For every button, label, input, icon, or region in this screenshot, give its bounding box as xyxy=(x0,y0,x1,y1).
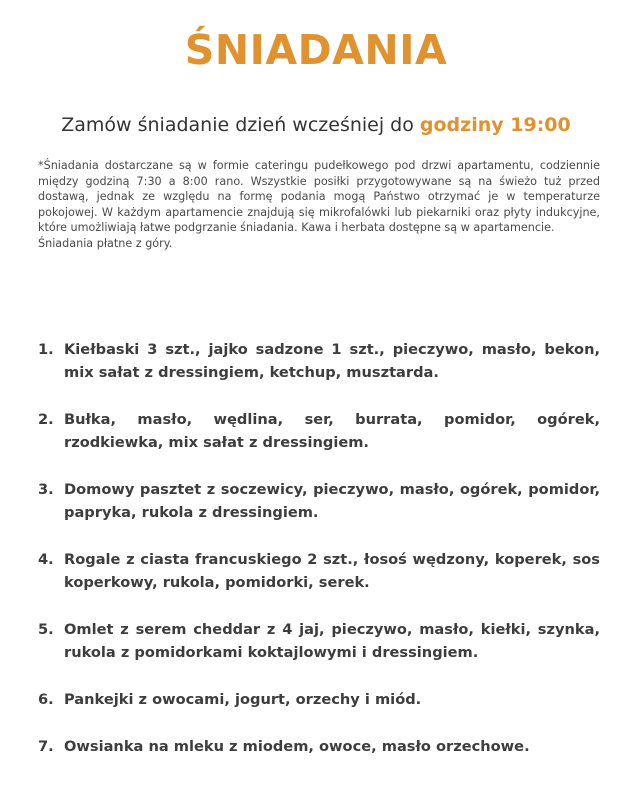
deadline-highlight: godziny 19:00 xyxy=(419,114,571,136)
menu-item-number: 7. xyxy=(38,738,54,755)
menu-item-text: Owsianka na mleku z miodem, owoce, masło orzechowe. xyxy=(64,738,530,755)
menu-item-text: Pankejki z owocami, jogurt, orzechy i miód. xyxy=(64,691,422,708)
menu-item xyxy=(38,338,600,384)
menu-item-number: 4. xyxy=(38,551,54,568)
menu-item xyxy=(38,408,600,454)
menu-item-number: 1. xyxy=(38,341,54,358)
menu-item xyxy=(38,735,600,758)
menu-item-text: Kiełbaski 3 szt., jajko sadzone 1 szt., pieczywo, masło, bekon, mix sałat z dressingiem, ketchup, musztarda. xyxy=(64,341,600,381)
menu-item-number: 2. xyxy=(38,411,54,428)
menu-item-number: 5. xyxy=(38,621,54,638)
page-title: ŚNIADANIA xyxy=(184,26,448,74)
delivery-note xyxy=(38,158,600,252)
menu-item xyxy=(38,688,600,711)
menu-item-text: Domowy pasztet z soczewicy, pieczywo, masło, ogórek, pomidor, papryka, rukola z dressingiem. xyxy=(64,481,600,521)
delivery-note-text: *Śniadania dostarczane są w formie cateringu pudełkowego pod drzwi apartamentu, codziennie między godziną 7:30 a 8:00 rano. Wszystkie posiłki przygotowywane są na świeżo tuż przed dostawą, jednak ze względu na formę podania mogą Państwo otrzymać je w temperaturze pokojowej. W każdym apartamencie znajdują się mikrofalówki lub piekarniki oraz płyty indukcyjne, które umożliwiają łatwe podgrzanie śniadania. Kawa i herbata dostępne są w apartamencie. xyxy=(38,159,600,235)
order-deadline-subtitle xyxy=(0,114,632,136)
payment-note: Śniadania płatne z góry. xyxy=(38,236,173,250)
menu-item xyxy=(38,618,600,664)
menu-item-text: Bułka, masło, wędlina, ser, burrata, pomidor, ogórek, rzodkiewka, mix sałat z dressingiem. xyxy=(64,411,600,451)
menu-item xyxy=(38,478,600,524)
subtitle-text: Zamów śniadanie dzień wcześniej do xyxy=(61,114,420,136)
menu-item-text: Rogale z ciasta francuskiego 2 szt., łosoś wędzony, koperek, sos koperkowy, rukola, pomidorki, serek. xyxy=(64,551,600,591)
menu-item-text: Omlet z serem cheddar z 4 jaj, pieczywo, masło, kiełki, szynka, rukola z pomidorkami koktajlowymi i dressingiem. xyxy=(64,621,600,661)
menu-item-number: 3. xyxy=(38,481,54,498)
menu-item-number: 6. xyxy=(38,691,54,708)
menu-item xyxy=(38,548,600,594)
breakfast-menu-list xyxy=(38,338,600,782)
